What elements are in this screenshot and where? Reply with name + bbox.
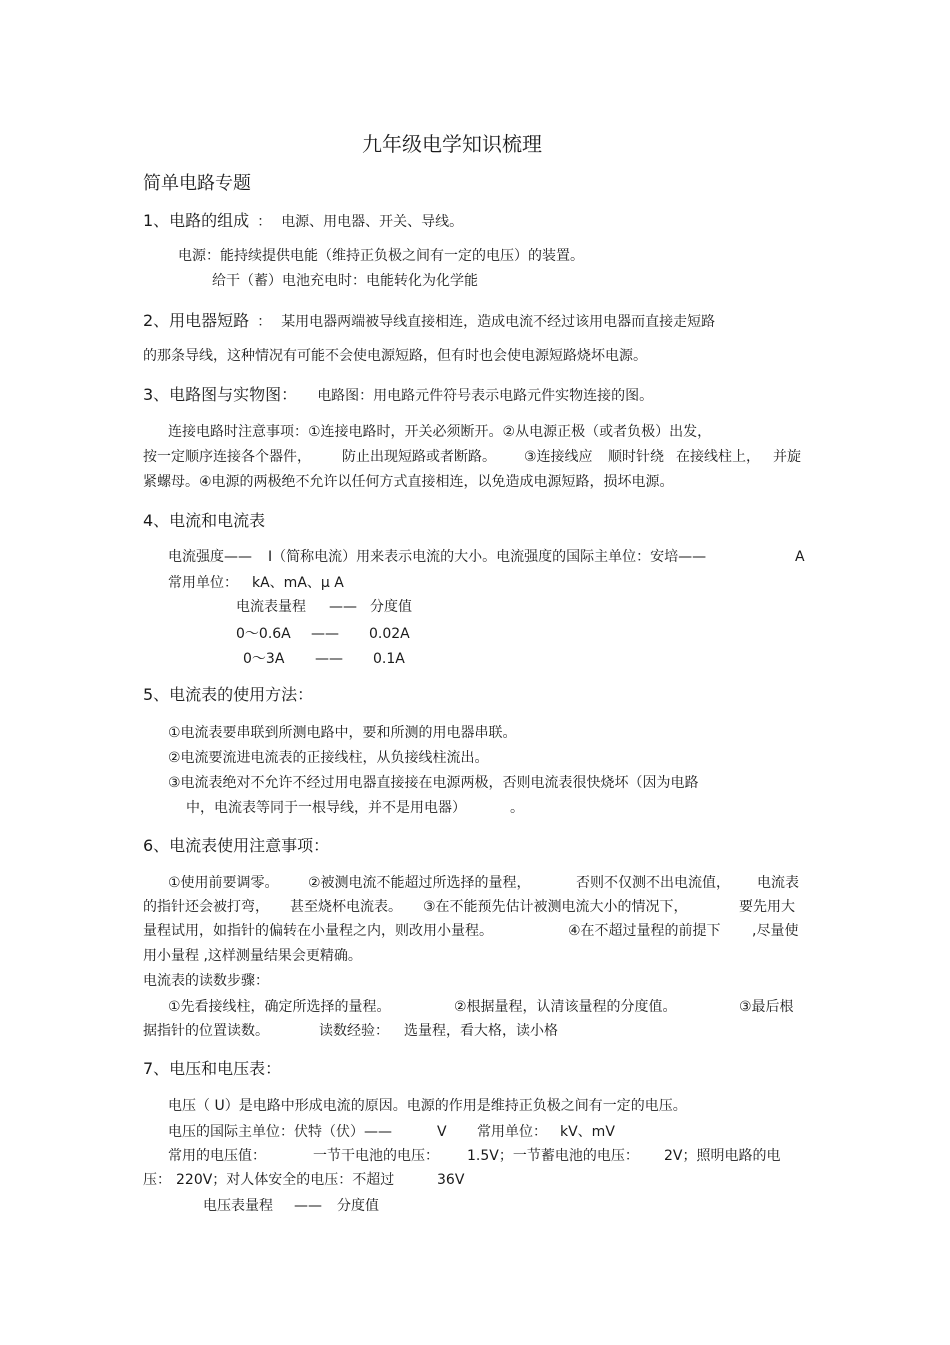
current-table-row-2-division: 0.1A — [373, 651, 405, 667]
section-6-p3b: ④在不超过量程的前提下 — [568, 923, 721, 939]
section-5-line-4b: 。 — [510, 800, 524, 816]
section-6-p7a: 据指针的位置读数。 — [143, 1023, 269, 1039]
section-4-line-2a: 常用单位： — [168, 575, 238, 591]
current-table-head-range: 电流表量程 — [236, 599, 306, 615]
section-1-title: 1、电路的组成 — [143, 211, 250, 230]
section-7-line-2c: 常用单位： — [477, 1124, 547, 1140]
section-6-p7b: 读数经验： — [319, 1023, 389, 1039]
section-6-p2c: ③在不能预先估计被测电流大小的情况下， — [423, 899, 688, 915]
section-7-line-2a: 电压的国际主单位：伏特（伏）—— — [168, 1124, 392, 1140]
section-6-p3c: ,尽量使 — [752, 923, 799, 939]
section-7-line-3a: 常用的电压值： — [168, 1148, 266, 1164]
section-3-line-3: 紧螺母。④电源的两极绝不允许以任何方式直接相连，以免造成电源短路，损坏电源。 — [143, 474, 674, 490]
voltage-table-head-range: 电压表量程 — [203, 1198, 273, 1214]
section-2-line-1: 的那条导线，这种情况有可能不会使电源短路，但有时也会使电源短路烧坏电源。 — [143, 348, 647, 364]
section-6-p4: 用小量程 ,这样测量结果会更精确。 — [143, 948, 362, 964]
section-6-p1c: 否则不仅测不出电流值， — [576, 875, 730, 891]
section-3-line-2e: 在接线柱上， — [676, 449, 760, 465]
section-3-line-2d: 顺时针绕 — [608, 449, 664, 465]
section-2-title: 2、用电器短路 — [143, 311, 250, 330]
voltage-table-head-dash: —— — [294, 1198, 322, 1214]
section-3-line-2a: 按一定顺序连接各个器件， — [143, 449, 311, 465]
section-1-note: 电源、用电器、开关、导线。 — [281, 214, 464, 230]
current-table-row-2-range: 0～3A — [243, 651, 285, 667]
section-7-line-2b: V — [437, 1124, 447, 1140]
section-4-line-1c: A — [795, 549, 805, 565]
section-2-note: 某用电器两端被导线直接相连，造成电流不经过该用电器而直接走短路 — [281, 314, 716, 330]
section-2-separator: ： — [257, 314, 272, 330]
current-table-row-1-division: 0.02A — [369, 626, 410, 642]
section-6-p6c: ③最后根 — [739, 999, 794, 1015]
current-table-row-1-dash: —— — [311, 626, 339, 642]
section-6-p1d: 电流表 — [757, 875, 799, 891]
voltage-table-head-division: 分度值 — [337, 1198, 379, 1214]
section-1-line-1: 电源：能持续提供电能（维持正负极之间有一定的电压）的装置。 — [178, 248, 584, 264]
section-4-line-1a: 电流强度—— — [168, 549, 252, 565]
section-3-line-2c: ③连接线应 — [524, 449, 593, 465]
section-7-line-4a: 压： — [143, 1172, 171, 1188]
section-6-heading: 6、电流表使用注意事项： — [143, 836, 330, 855]
section-7-line-1: 电压（ U）是电路中形成电流的原因。电源的作用是维持正负极之间有一定的电压。 — [168, 1098, 687, 1114]
section-6-p1a: ①使用前要调零。 — [168, 875, 279, 891]
section-1-heading — [143, 210, 463, 233]
section-6-p6b: ②根据量程，认清该量程的分度值。 — [454, 999, 677, 1015]
section-6-p1b: ②被测电流不能超过所选择的量程， — [308, 875, 531, 891]
section-6-p5: 电流表的读数步骤： — [143, 973, 269, 989]
section-3-note: 电路图：用电路元件符号表示电路元件实物连接的图。 — [317, 388, 654, 404]
section-3-line-2b: 防止出现短路或者断路。 — [342, 449, 496, 465]
section-5-line-4a: 中，电流表等同于一根导线，并不是用电器） — [186, 800, 466, 816]
section-5-line-2: ②电流要流进电流表的正接线柱，从负接线柱流出。 — [168, 750, 489, 766]
section-6-p2d: 要先用大 — [739, 899, 795, 915]
section-7-line-3c: 1.5V；一节蓄电池的电压： — [467, 1148, 639, 1164]
section-4-line-1b: I（简称电流）用来表示电流的大小。电流强度的国际主单位：安培—— — [268, 549, 707, 565]
section-7-line-2d: kV、mV — [560, 1124, 615, 1140]
section-5-line-1: ①电流表要串联到所测电路中，要和所测的用电器串联。 — [168, 725, 517, 741]
current-table-head-dash: —— — [329, 599, 357, 615]
section-4-line-2b: kA、mA、μ A — [252, 575, 344, 591]
current-table-row-1-range: 0～0.6A — [236, 626, 291, 642]
section-5-line-3: ③电流表绝对不允许不经过用电器直接接在电源两极，否则电流表很快烧坏（因为电路 — [168, 775, 699, 791]
section-6-p7c: 选量程，看大格，读小格 — [404, 1023, 558, 1039]
page-subtitle: 简单电路专题 — [143, 173, 251, 194]
section-7-line-4b: 220V；对人体安全的电压：不超过 — [176, 1172, 395, 1188]
section-4-heading: 4、电流和电流表 — [143, 511, 266, 530]
section-7-line-3b: 一节干电池的电压： — [313, 1148, 439, 1164]
section-6-p2b: 甚至烧杯电流表。 — [290, 899, 402, 915]
section-6-p2a: 的指针还会被打弯， — [143, 899, 269, 915]
section-3-line-1: 连接电路时注意事项：①连接电路时，开关必须断开。②从电源正极（或者负极）出发， — [168, 424, 712, 440]
section-3-title: 3、电路图与实物图： — [143, 385, 298, 404]
section-6-p3a: 量程试用，如指针的偏转在小量程之内，则改用小量程。 — [143, 923, 493, 939]
section-5-heading: 5、电流表的使用方法： — [143, 685, 314, 704]
section-2-heading — [143, 310, 715, 333]
current-table-row-2-dash: —— — [315, 651, 343, 667]
section-3-heading — [143, 384, 653, 407]
section-7-heading: 7、电压和电压表： — [143, 1059, 282, 1078]
section-6-p6a: ①先看接线柱，确定所选择的量程。 — [168, 999, 391, 1015]
section-7-line-3d: 2V；照明电路的电 — [664, 1148, 781, 1164]
section-3-line-2f: 并旋 — [773, 449, 801, 465]
section-1-line-2: 给干（蓄）电池充电时：电能转化为化学能 — [212, 273, 478, 289]
section-7-line-4c: 36V — [437, 1172, 465, 1188]
section-1-separator: ： — [257, 214, 272, 230]
current-table-head-division: 分度值 — [370, 599, 412, 615]
page-title: 九年级电学知识梳理 — [362, 132, 542, 156]
